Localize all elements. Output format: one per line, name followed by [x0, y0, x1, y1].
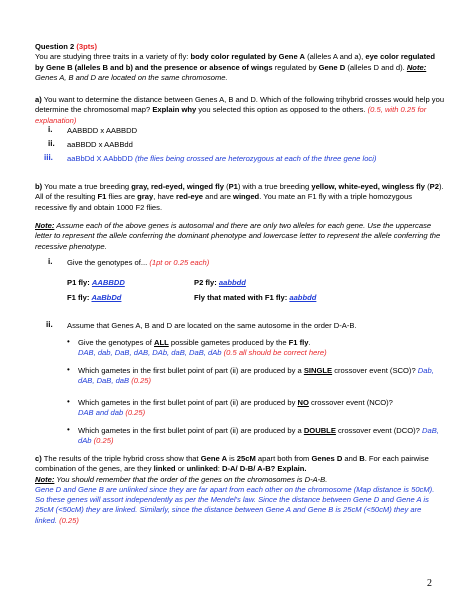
f1-fly-label: F1 fly:: [67, 293, 92, 302]
mate-genotype-row: [194, 293, 316, 302]
option-iii-num: iii.: [44, 153, 53, 162]
part-c-text: [35, 454, 445, 526]
bullet-icon: •: [67, 365, 70, 374]
part-c-body: :: [217, 464, 223, 474]
part-a-points: (0.5, with 0.25 for explanation): [35, 105, 427, 125]
part-b-body: . You mate an F1 fly with a triple homozygous recessive fly and obtain 1000 F2 flies.: [35, 192, 412, 212]
part-b-body: and are: [203, 192, 234, 202]
f1-fly-answer: AaBbDd: [91, 293, 122, 302]
bullet-icon: •: [67, 337, 70, 346]
part-a-body: You want to determine the distance between Genes A, B and D. Which of the following trihybrid crosses would help you determine the chromosomal map?: [35, 95, 445, 115]
part-b-i-text: Give the genotypes of...: [67, 258, 150, 267]
part-a-label: a): [35, 95, 42, 104]
p1-phenotype: gray, red-eyed, winged fly: [131, 182, 224, 191]
part-c-body: is: [227, 454, 237, 463]
bullet-2-answer: Dab, dAB, DaB, daB: [78, 366, 434, 385]
intro-note-label: Note:: [406, 62, 427, 72]
p2-phenotype: yellow, white-eyed, wingless fly: [311, 182, 426, 191]
intro-gene-d: Gene D: [318, 62, 346, 72]
bullet-2-single: SINGLE: [303, 366, 333, 375]
option-i-text: AABBDD x AABBDD: [67, 126, 138, 135]
part-b-i-num: i.: [48, 257, 53, 266]
bullet-2: [78, 366, 448, 386]
bullet-2-text: Which gametes in the first bullet point of part (ii) are produced by a: [78, 366, 304, 375]
part-c-note-label: Note:: [35, 474, 55, 484]
bullet-4: [78, 426, 448, 446]
part-c-body: The results of the triple hybrid cross show that: [41, 454, 201, 463]
bullet-3-text: crossover event (NCO)?: [308, 398, 393, 407]
intro-body-color: body color regulated by Gene A: [190, 52, 305, 62]
part-b-body: , have: [153, 192, 177, 202]
p2-fly-label: P2 fly:: [194, 278, 219, 287]
bullet-3-answer: DAB and dab: [78, 408, 124, 417]
option-iii-text: aaBbDd X AAbbDD: [67, 154, 133, 163]
part-b-ii-text: Assume that Genes A, B and D are located on the same autosome in the order D-A-B.: [67, 321, 357, 330]
intro-text: (alleles D and d).: [345, 62, 407, 72]
part-b-body: (: [425, 182, 430, 191]
bullet-4-text: Which gametes in the first bullet point of part (ii) are produced by a: [78, 426, 304, 435]
part-a-body: you selected this option as opposed to the others.: [196, 105, 368, 115]
bullet-4-points: (0.25): [93, 436, 114, 445]
bullet-4-double: DOUBLE: [303, 426, 336, 435]
part-b-note-label: Note:: [35, 221, 55, 230]
part-c-linked: linked: [153, 464, 176, 474]
mate-fly-label: Fly that mated with F1 fly:: [194, 293, 290, 302]
bullet-1-answer: DAB, dab, DaB, dAB, DAb, daB, DaB, dAb: [78, 348, 222, 357]
bullet-1-text: .: [308, 338, 311, 347]
bullet-1-text: Give the genotypes of: [78, 338, 154, 347]
option-i-num: i.: [48, 125, 53, 134]
intro-text: You are studying three traits in a variety of fly:: [35, 52, 191, 62]
part-c-points: (0.25): [59, 515, 79, 525]
part-c-body: or: [175, 464, 187, 474]
f1-genotype-row: [67, 293, 121, 302]
intro-text: regulated by: [272, 62, 319, 72]
f1-red-eye: red-eye: [176, 192, 204, 202]
part-b-body: ) with a true breeding: [237, 182, 312, 191]
question-points: (3pts): [76, 42, 98, 51]
part-b-ii-num: ii.: [46, 320, 53, 329]
question-intro: [35, 42, 445, 83]
part-c-answer: Gene D and Gene B are unlinked since they are far apart from each other on the chromosome (Map distance is 50cM). So these genes will assort independently as per the Mendel's law. Since the distance between Gene D and Gene A is 25cM (<50cM) they are linked. Similarly, since the distance between Gene A and Gene B is 25cM (<50cM) they are linked.: [35, 484, 435, 525]
part-b-body: ). All of the resulting: [35, 182, 444, 202]
bullet-1-all: ALL: [154, 338, 169, 347]
intro-note: Genes A, B and D are located on the same chromosome.: [35, 72, 228, 82]
p2-fly-answer: aabbdd: [218, 278, 246, 287]
part-b-text: [35, 182, 445, 213]
option-iii-line: [67, 154, 447, 164]
part-a-explain: Explain why: [152, 105, 197, 115]
bullet-1: [78, 338, 448, 358]
f1-label: F1: [97, 192, 107, 202]
part-b-i-line: [67, 258, 209, 268]
part-c-note: You should remember that the order of the genes on the chromosomes is D-A-B.: [54, 474, 328, 484]
part-b-i-points: (1pt or 0.25 each): [149, 258, 210, 267]
bullet-2-text: crossover event (SCO)?: [332, 366, 418, 375]
p1-genotype-row: [67, 278, 125, 287]
part-c-body: and: [342, 454, 360, 463]
bullet-icon: •: [67, 425, 70, 434]
bullet-1-f1: F1 fly: [288, 338, 309, 347]
bullet-4-text: crossover event (DCO)?: [335, 426, 422, 435]
bullet-2-points: (0.25): [131, 376, 152, 385]
p2-label: P2: [429, 182, 439, 191]
p1-label: P1: [228, 182, 238, 191]
intro-eye-color: eye color regulated by Gene B (alleles B and b) and the presence or absence of wings: [35, 52, 435, 72]
bullet-1-points: (0.5 all should be correct here): [223, 348, 327, 357]
part-b-body: (: [223, 182, 229, 191]
part-c-question: D-A/ D-B/ A-B? Explain.: [222, 464, 307, 474]
part-c-body: . For each pairwise combination of the genes, are they: [35, 454, 429, 474]
bullet-3-points: (0.25): [125, 408, 146, 417]
bullet-icon: •: [67, 397, 70, 406]
intro-text: (alleles A and a),: [304, 52, 366, 62]
bullet-1-text: possible gametes produced by the: [168, 338, 289, 347]
part-c-unlinked: unlinked: [186, 464, 218, 474]
mate-fly-answer: aabbdd: [289, 293, 317, 302]
part-b-label: b): [35, 182, 43, 191]
p2-genotype-row: [194, 278, 246, 287]
part-b-body: You mate a true breeding: [42, 182, 132, 191]
part-c-25cm: 25cM: [236, 454, 256, 463]
part-c-b: B: [359, 454, 365, 463]
part-c-gene-a: Gene A: [200, 454, 228, 463]
bullet-3-no: NO: [297, 398, 309, 407]
part-c-genes-d: Genes D: [311, 454, 343, 463]
option-ii-text: aaBBDD x AABBdd: [67, 140, 133, 149]
option-ii-num: ii.: [48, 139, 55, 148]
part-b-body: flies are: [106, 192, 138, 202]
p1-fly-label: P1 fly:: [67, 278, 92, 287]
bullet-4-answer: DaB, dAb: [78, 426, 439, 445]
part-b-note: [35, 221, 445, 252]
p1-fly-answer: AABBDD: [91, 278, 125, 287]
part-c-body: apart both from: [255, 454, 312, 463]
page-number: 2: [427, 578, 432, 589]
bullet-3: [78, 398, 448, 418]
bullet-3-text: Which gametes in the first bullet point of part (ii) are produced by: [78, 398, 298, 407]
question-heading: Question 2: [35, 42, 75, 51]
part-c-label: c): [35, 454, 42, 463]
f1-gray: gray: [137, 192, 154, 202]
f1-winged: winged: [233, 192, 260, 202]
part-a-text: [35, 95, 445, 126]
part-b-note-text: Assume each of the above genes is autosomal and there are only two alleles for each gene. Use the uppercase letter to represent the allele conferring the dominant phenotype and lowercase letter to represent the allele conferring the recessive phenotype.: [35, 221, 441, 251]
option-iii-note: (the flies being crossed are heterozygous at each of the three gene loci): [134, 154, 377, 163]
